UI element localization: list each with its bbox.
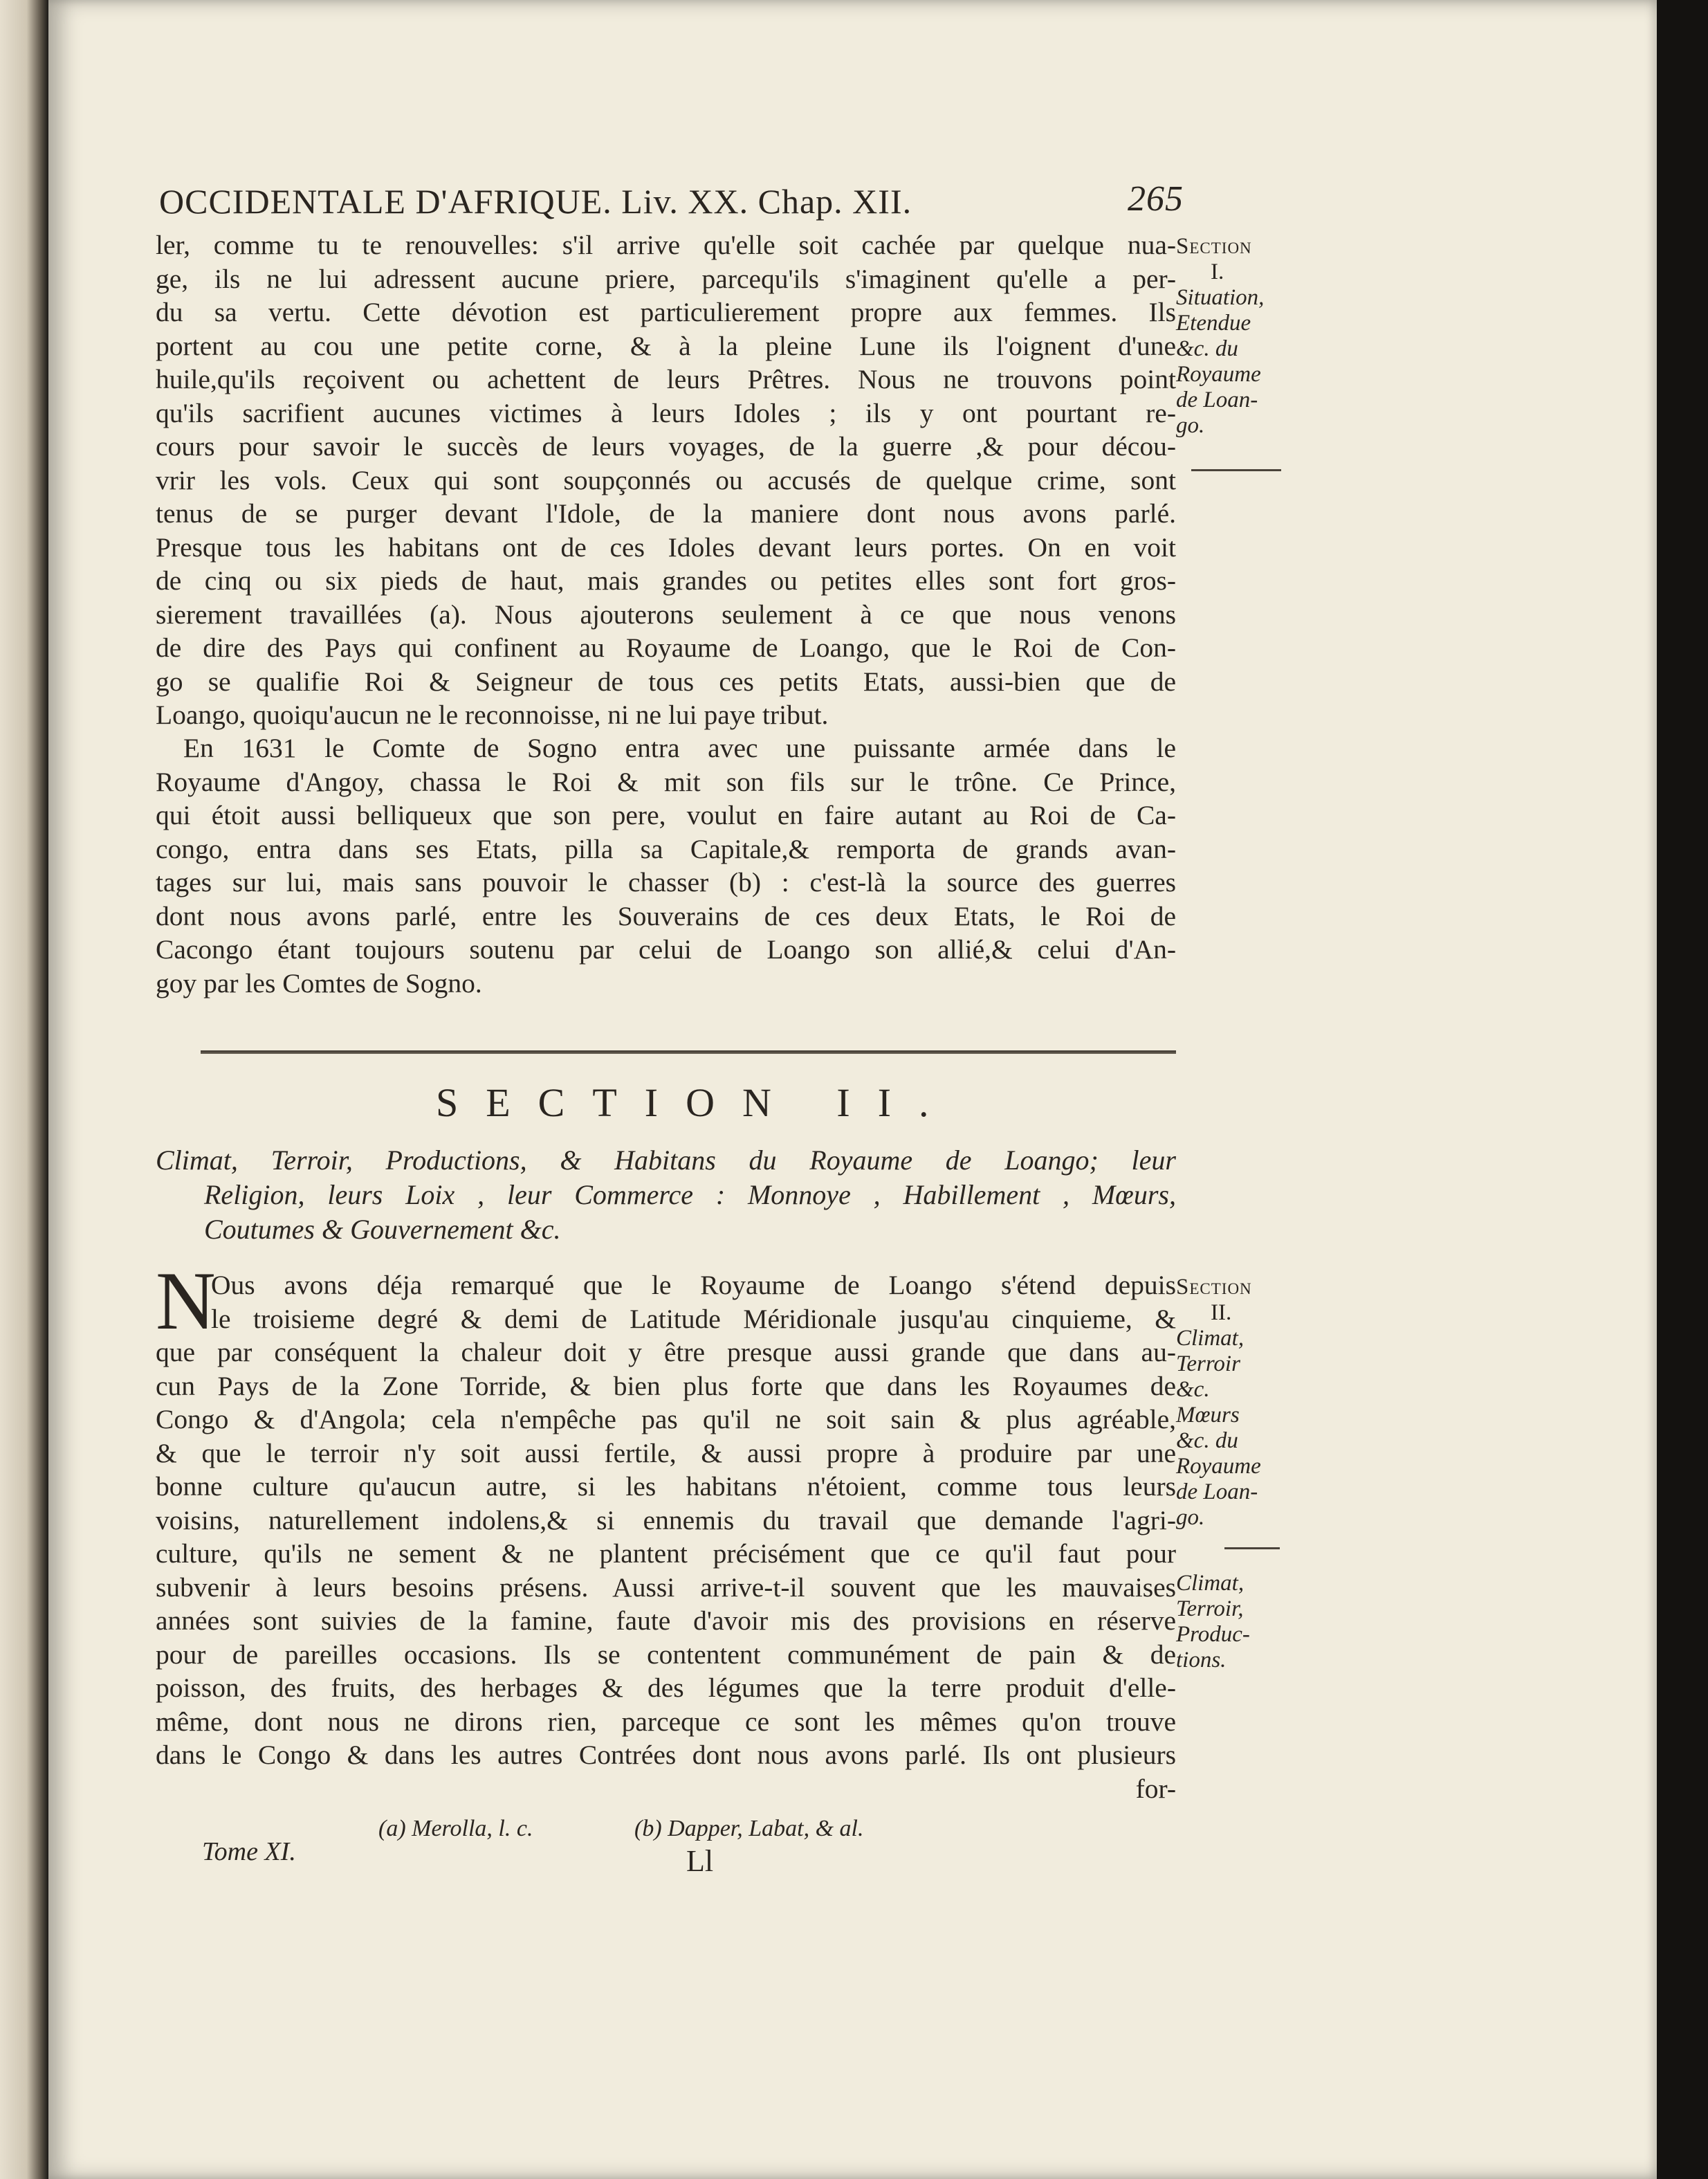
margin-note-climat bbox=[1176, 1571, 1294, 1673]
page-number: 265 bbox=[1128, 179, 1184, 219]
paragraph-climat bbox=[156, 1268, 1176, 1805]
text-line: qui étoit aussi belliqueux que son pere, voulut en faire autant au Roi de Ca- bbox=[156, 800, 1176, 830]
section-subtitle bbox=[156, 1143, 1176, 1247]
text-line: qu'ils sacrifient aucunes victimes à leurs Idoles ; ils y ont pourtant re- bbox=[156, 397, 1176, 428]
paragraph-continuation bbox=[156, 228, 1176, 732]
book-binding bbox=[0, 0, 48, 2179]
page-edge-shadow bbox=[1657, 0, 1708, 2179]
text-line: Loango, quoiqu'aucun ne le reconnoisse, ni ne lui paye tribut. bbox=[156, 700, 829, 730]
paragraph-1631 bbox=[156, 731, 1176, 1000]
text-line: sierement travaillées (a). Nous ajouterons seulement à ce que nous venons bbox=[156, 599, 1176, 630]
margin-rule bbox=[1191, 469, 1281, 471]
text-line: Royaume d'Angoy, chassa le Roi & mit son fils sur le trône. Ce Prince, bbox=[156, 766, 1176, 797]
text-line: culture, qu'ils ne sement & ne plantent précisément que ce qu'il faut pour bbox=[156, 1538, 1176, 1569]
margin-note-line: go. bbox=[1176, 1505, 1205, 1530]
text-line: tages sur lui, mais sans pouvoir le chasser (b) : c'est-là la source des guerres bbox=[156, 867, 1176, 897]
section-title: SECTION II. bbox=[436, 1080, 957, 1125]
margin-note-line: &c. bbox=[1176, 1377, 1210, 1402]
subtitle-line: Religion, leurs Loix , leur Commerce : Monnoye , Habillement , Mœurs, bbox=[204, 1179, 1176, 1210]
margin-note-line: I. bbox=[1211, 259, 1224, 284]
text-line: portent au cou une petite corne, & à la pleine Lune ils l'oignent d'une bbox=[156, 330, 1176, 361]
text-line: & que le terroir n'y soit aussi fertile, & aussi propre à produire par une bbox=[156, 1437, 1176, 1468]
margin-note-line: de Loan- bbox=[1176, 1479, 1258, 1504]
margin-note-line: Climat, bbox=[1176, 1326, 1245, 1351]
text-line: goy par les Comtes de Sogno. bbox=[156, 967, 482, 999]
text-line: même, dont nous ne dirons rien, parceque ce sont les mêmes qu'on trouve bbox=[156, 1706, 1176, 1737]
margin-note-line: go. bbox=[1176, 413, 1205, 438]
text-line: ler, comme tu te renouvelles: s'il arrive qu'elle soit cachée par quelque nua- bbox=[156, 230, 1176, 260]
margin-note-line: Section bbox=[1176, 234, 1252, 259]
footnote-b: (b) Dapper, Labat, & al. bbox=[634, 1816, 864, 1841]
margin-note-line: Terroir, bbox=[1176, 1596, 1244, 1621]
text-line: bonne culture qu'aucun autre, si les habitans n'étoient, comme tous leurs bbox=[156, 1471, 1176, 1502]
text-line: huile,qu'ils reçoivent ou achettent de leurs Prêtres. Nous ne trouvons point bbox=[156, 364, 1176, 394]
running-head bbox=[159, 181, 1190, 221]
text-line: Congo & d'Angola; cela n'empêche pas qu'il ne soit sain & plus agréable, bbox=[156, 1404, 1176, 1434]
text-line: voisins, naturellement indolens,& si ennemis du travail que demande l'agri- bbox=[156, 1504, 1176, 1535]
margin-note-line: Mœurs bbox=[1176, 1403, 1240, 1428]
text-line: le troisieme degré & demi de Latitude Méridionale jusqu'au cinquieme, & bbox=[211, 1303, 1176, 1334]
margin-note-line: II. bbox=[1211, 1300, 1232, 1325]
text-line: de cinq ou six pieds de haut, mais grandes ou petites elles sont fort gros- bbox=[156, 565, 1176, 596]
text-line: subvenir à leurs besoins présens. Aussi arrive-t-il souvent que les mauvaises bbox=[156, 1571, 1176, 1603]
signature-mark: Ll bbox=[686, 1844, 714, 1878]
margin-rule-2 bbox=[1224, 1547, 1280, 1549]
text-line: tenus de se purger devant l'Idole, de la maniere dont nous avons parlé. bbox=[156, 498, 1176, 529]
text-line: ge, ils ne lui adressent aucune priere, parcequ'ils s'imaginent qu'elle a per- bbox=[156, 263, 1176, 294]
text-line: cours pour savoir le succès de leurs voyages, de la guerre ,& pour décou- bbox=[156, 431, 1176, 462]
margin-note-line: Section bbox=[1176, 1275, 1252, 1300]
subtitle-line: Climat, Terroir, Productions, & Habitans du Royaume de Loango; leur bbox=[156, 1145, 1176, 1176]
margin-note-section-2 bbox=[1176, 1275, 1294, 1531]
margin-note-line: tions. bbox=[1176, 1648, 1227, 1672]
text-line: congo, entra dans ses Etats, pilla sa Capitale,& remporta de grands avan- bbox=[156, 833, 1176, 864]
text-line: années sont suivies de la famine, faute d'avoir mis des provisions en réserve bbox=[156, 1605, 1176, 1636]
margin-note-line: Terroir bbox=[1176, 1351, 1240, 1376]
text-line: vrir les vols. Ceux qui sont soupçonnés ou accusés de quelque crime, sont bbox=[156, 464, 1176, 495]
text-line: go se qualifie Roi & Seigneur de tous ces petits Etats, aussi-bien que de bbox=[156, 666, 1176, 697]
margin-note-line: Royaume bbox=[1176, 1454, 1261, 1479]
text-line: Presque tous les habitans ont de ces Idoles devant leurs portes. On en voit bbox=[156, 531, 1176, 563]
subtitle-line: Coutumes & Gouvernement &c. bbox=[204, 1214, 561, 1245]
margin-note-section-1 bbox=[1176, 234, 1294, 439]
text-line: pour de pareilles occasions. Ils se contentent communément de pain & de bbox=[156, 1639, 1176, 1670]
margin-note-line: Climat, bbox=[1176, 1571, 1245, 1596]
margin-note-line: Situation, bbox=[1176, 285, 1265, 310]
text-line: dans le Congo & dans les autres Contrées dont nous avons parlé. Ils ont plusieurs bbox=[156, 1740, 1176, 1770]
drop-cap: N bbox=[156, 1266, 216, 1335]
text-line: Cacongo étant toujours soutenu par celui de Loango son allié,& celui d'An- bbox=[156, 934, 1176, 965]
margin-note-line: Royaume bbox=[1176, 362, 1261, 387]
footnote-a: (a) Merolla, l. c. bbox=[378, 1816, 533, 1841]
margin-note-line: &c. du bbox=[1176, 336, 1238, 361]
margin-note-line: Produc- bbox=[1176, 1622, 1250, 1647]
text-line: que par conséquent la chaleur doit y être presque aussi grande que dans au- bbox=[156, 1337, 1176, 1367]
text-line: En 1631 le Comte de Sogno entra avec une puissante armée dans le bbox=[183, 733, 1176, 763]
text-line: de dire des Pays qui confinent au Royaume de Loango, que le Roi de Con- bbox=[156, 632, 1176, 663]
text-line: dont nous avons parlé, entre les Souverains de ces deux Etats, le Roi de bbox=[156, 900, 1176, 931]
margin-note-line: de Loan- bbox=[1176, 388, 1258, 412]
running-head-title: OCCIDENTALE D'AFRIQUE. Liv. XX. Chap. XII. bbox=[159, 182, 912, 221]
margin-note-line: Etendue bbox=[1176, 311, 1251, 336]
text-line: cun Pays de la Zone Torride, & bien plus forte que dans les Royaumes de bbox=[156, 1370, 1176, 1401]
margin-note-line: &c. du bbox=[1176, 1428, 1238, 1453]
tome-label: Tome XI. bbox=[202, 1837, 296, 1866]
text-line: poisson, des fruits, des herbages & des légumes que la terre produit d'elle- bbox=[156, 1672, 1176, 1703]
text-line: for- bbox=[1135, 1773, 1176, 1804]
section-divider-rule bbox=[201, 1050, 1176, 1054]
text-line: du sa vertu. Cette dévotion est particulierement propre aux femmes. Ils bbox=[156, 297, 1176, 327]
text-line: Ous avons déja remarqué que le Royaume de Loango s'étend depuis bbox=[211, 1270, 1176, 1300]
